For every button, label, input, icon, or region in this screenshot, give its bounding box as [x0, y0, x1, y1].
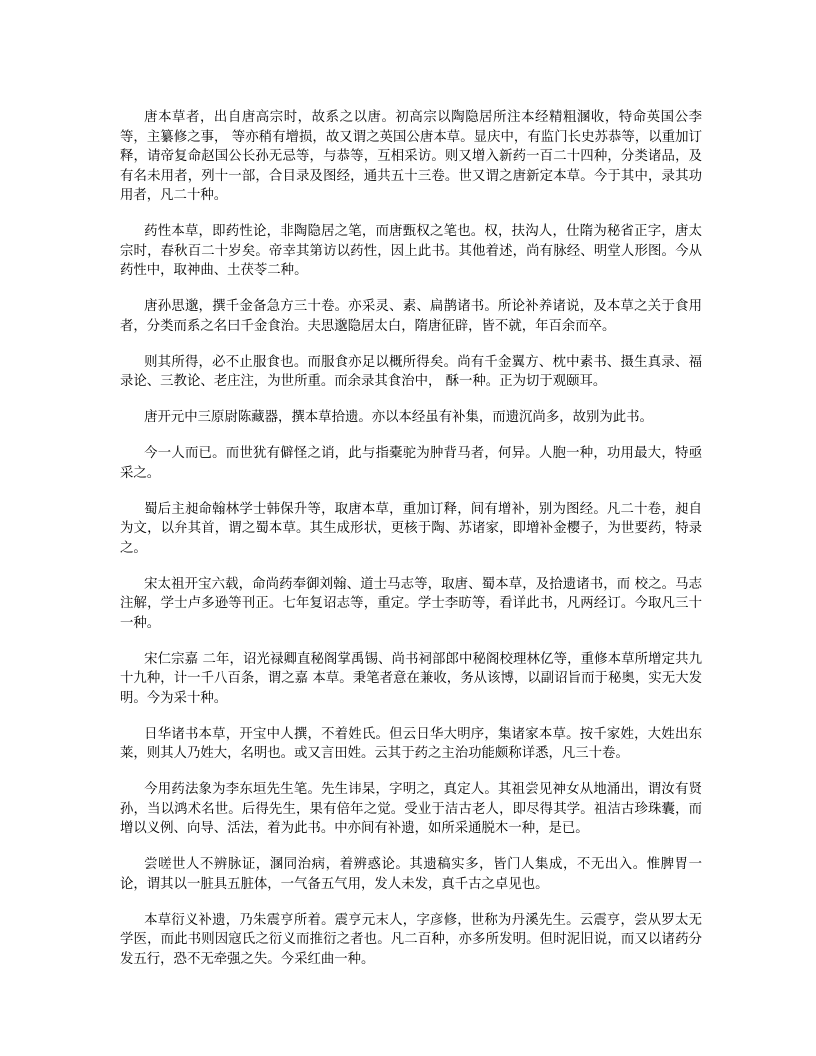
paragraph-1: 唐本草者，出自唐高宗时，故系之以唐。初高宗以陶隐居所注本经精粗溷收，特命英国公李 等，主纂修之事， 等亦稍有增损，故又谓之英国公唐本草。显庆中，有监门长史苏恭等，以重加订释，请帝复命赵国公长孙无忌等，与恭等，互相采访。则又增入新药一百二十四种，分类诸品，及有名未用者，列十一部，合目录及图经，通共五十三卷。世又谓之唐新定本草。今于其中，录其功用者，凡二十种。 [120, 110, 702, 203]
document-body [120, 108, 702, 986]
paragraph-6: 今一人而已。而世犹有僻怪之诮，此与指橐驼为肿背马者，何异。人胞一种，功用最大，特亟采之。 [120, 446, 702, 481]
paragraph-4: 则其所得，必不止服食也。而服食亦足以概所得矣。尚有千金翼方、枕中素书、摄生真录、福录论、三教论、老庄注，为世所重。而余录其食治中， 酥一种。正为切于观颐耳。 [120, 354, 702, 389]
paragraph-3: 唐孙思邈，撰千金备急方三十卷。亦采灵、素、扁鹊诸书。所论补养诸说，及本草之关于食用者，分类而系之名曰千金食治。夫思邈隐居太白，隋唐征辟，皆不就，年百余而卒。 [120, 299, 702, 334]
paragraph-12: 尝嗟世人不辨脉证，溷同治病，着辨惑论。其遗稿实多，皆门人集成，不无出入。惟脾胃一论，谓其以一脏具五脏体，一气备五气用，发人未发，真千古之卓见也。 [120, 857, 702, 892]
paragraph-11: 今用药法象为李东垣先生笔。先生讳杲，字明之，真定人。其祖尝见神女从地涌出，谓汝有贤孙，当以鸿术名世。后得先生，果有倍年之觉。受业于洁古老人，即尽得其学。祖洁古珍珠囊，而增以义例、向导、活法，着为此书。中亦间有补遗，如所采通脱木一种，是已。 [120, 782, 702, 836]
paragraph-9: 宋仁宗嘉 二年，诏光禄卿直秘阁掌禹锡、尚书祠部郎中秘阁校理林亿等，重修本草所增定共九十九种，计一千八百条，谓之嘉 本草。秉笔者意在兼收，务从该博，以副诏旨而于秘奥，实无大发明。今为采十种。 [120, 651, 702, 706]
paragraph-8: 宋太祖开宝六载，命尚药奉御刘翰、道士马志等，取唐、蜀本草，及拾遗诸书，而 校之。马志注解，学士卢多逊等刊正。七年复诏志等，重定。学士李昉等，看详此书，凡两经订。今取凡三十一种。 [120, 576, 702, 631]
paragraph-5: 唐开元中三原尉陈藏器，撰本草拾遗。亦以本经虽有补集，而遗沉尚多，故别为此书。 [144, 410, 653, 425]
paragraph-2: 药性本草，即药性论，非陶隐居之笔，而唐甄权之笔也。权，扶沟人，仕隋为秘省正字，唐太宗时，春秋百二十岁矣。帝幸其第访以药性，因上此书。其他着述，尚有脉经、明堂人形图。今从药性中，取神曲、土茯苓二种。 [120, 224, 702, 278]
paragraph-10: 日华诸书本草，开宝中人撰，不着姓氏。但云日华大明序，集诸家本草。按千家姓，大姓出东莱，则其人乃姓大，名明也。或又言田姓。云其于药之主治功能颇称详悉，凡三十卷。 [120, 726, 702, 761]
paragraph-13: 本草衍义补遗，乃朱震亨所着。震亨元末人，字彦修，世称为丹溪先生。云震亨，尝从罗太无学医，而此书则因寇氏之衍义而推衍之者也。凡二百种，亦多所发明。但时泥旧说，而又以诸药分发五行，恐不无牵强之失。今采红曲一种。 [120, 912, 702, 967]
paragraph-7: 蜀后主昶命翰林学士韩保升等，取唐本草，重加订释，间有增补，别为图经。凡二十卷，昶自为文，以弁其首，谓之蜀本草。其生成形状，更核于陶、苏诸家，即增补金樱子，为世要药，特录之。 [120, 501, 702, 556]
